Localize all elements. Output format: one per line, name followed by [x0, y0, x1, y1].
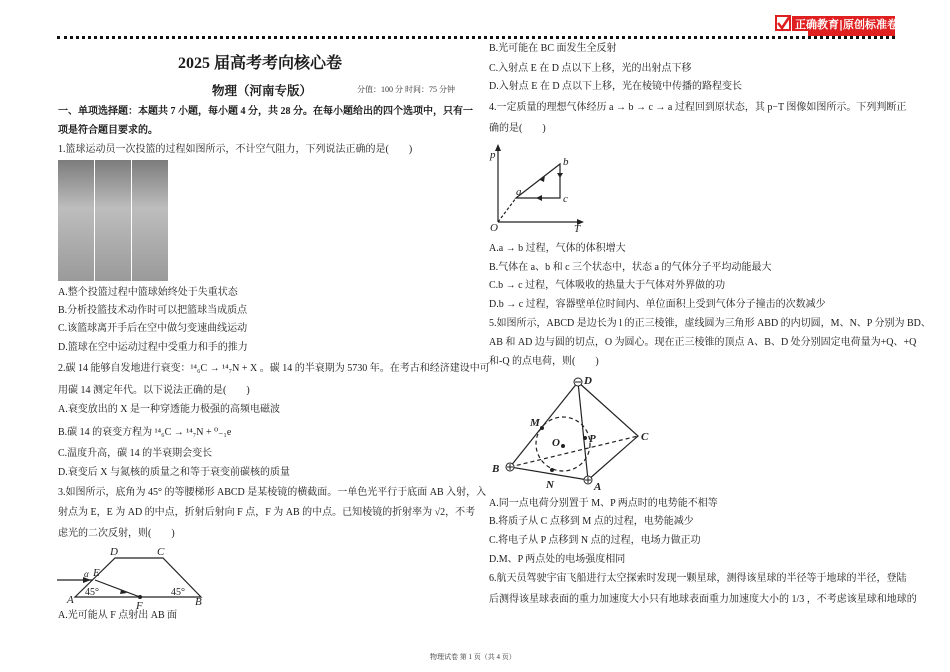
- vertex-d: D: [584, 375, 592, 387]
- q2-option-c: C.温度升高，碳 14 的半衰期会变长: [58, 448, 213, 459]
- label-c: C: [157, 546, 165, 558]
- basketball-photo-3: [132, 160, 168, 281]
- axis-t: T: [574, 223, 581, 235]
- label-e: E: [93, 567, 100, 579]
- header-rule: [57, 36, 895, 39]
- q5-stem-cont: AB 和 AD 边与圆的切点，O 为圆心。现在正三棱锥的顶点 A、B、D 处分别固定电荷量为+Q、+Q: [489, 337, 917, 348]
- q3-stem: 3.如图所示，底角为 45° 的等腰梯形 ABCD 是某棱镜的横截面。一单色光平行于底面 AB 入射，入: [58, 487, 487, 498]
- page-footer: 物理试卷 第 1 页（共 4 页）: [430, 653, 516, 661]
- basketball-photo-2: [95, 160, 131, 281]
- basketball-photo-1: [58, 160, 94, 281]
- origin-o: O: [490, 222, 498, 234]
- q1-stem: 1.篮球运动员一次投篮的过程如图所示，不计空气阻力，下列说法正确的是( ): [58, 144, 413, 155]
- q1-option-d: D.篮球在空中运动过程中受重力和手的推力: [58, 342, 248, 353]
- q5-option-c: C.将电子从 P 点移到 N 点的过程，电场力做正功: [489, 535, 701, 546]
- vertex-c: C: [641, 431, 649, 443]
- vertex-a: A: [594, 481, 602, 493]
- q4-option-a: A.a → b 过程，气体的体积增大: [489, 243, 626, 254]
- q5-stem-cont2: 和-Q 的点电荷，则( ): [489, 356, 599, 367]
- q4-stem-cont: 确的是( ): [489, 123, 546, 134]
- q5-option-b: B.将质子从 C 点移到 M 点的过程，电势能减少: [489, 516, 694, 527]
- brand-logo: [775, 14, 899, 37]
- point-m: M: [530, 417, 540, 429]
- vertex-b: B: [492, 463, 500, 475]
- exam-meta: 分值：100 分 时间：75 分钟: [357, 85, 455, 94]
- pt-graph: [488, 142, 588, 234]
- tetrahedron-diagram: [488, 372, 678, 494]
- q4-option-c: C.b → c 过程，气体吸收的热量大于气体对外界做的功: [489, 280, 726, 291]
- axis-p: p: [490, 149, 496, 161]
- page-subtitle: 物理（河南专版）: [212, 84, 313, 98]
- q2-stem-cont: 用碳 14 测定年代。以下说法正确的是( ): [58, 385, 250, 396]
- q1-option-b: B.分析投篮技术动作时可以把篮球当成质点: [58, 305, 248, 316]
- section-heading: 一、单项选择题：本题共 7 小题，每小题 4 分，共 28 分。在每小题给出的四个选项中，只有一: [58, 106, 473, 117]
- center-o: O: [552, 437, 560, 449]
- label-d: D: [110, 546, 118, 558]
- q3-stem-cont: 射点为 E，E 为 AD 的中点，折射后射向 F 点，F 为 AB 的中点。已知棱镜的折射率为 √2，不考: [58, 507, 476, 518]
- svg-text:正确教育|原创标准卷: 正确教育|原创标准卷: [795, 18, 899, 31]
- prism-diagram: [55, 543, 205, 612]
- point-n: N: [546, 479, 554, 491]
- q2-option-a: A.衰变放出的 X 是一种穿透能力极强的高频电磁波: [58, 404, 280, 415]
- state-a: a: [516, 186, 522, 198]
- q6-stem: 6.航天员驾驶宇宙飞船进行太空探索时发现一颗星球，测得该星球的半径等于地球的半径，登陆: [489, 573, 907, 584]
- q3-option-c: C.入射点 E 在 D 点以下上移，光的出射点下移: [489, 63, 692, 74]
- label-angle-a: 45°: [85, 587, 99, 598]
- point-p: P: [589, 433, 596, 445]
- q2-option-d: D.衰变后 X 与氮核的质量之和等于衰变前碳核的质量: [58, 467, 290, 478]
- label-f: F: [136, 600, 143, 612]
- label-a: A: [67, 594, 74, 606]
- state-b: b: [563, 156, 569, 168]
- q4-stem: 4.一定质量的理想气体经历 a → b → c → a 过程回到原状态，其 p−T 图像如图所示。下列判断正: [489, 102, 907, 113]
- q3-option-b: B.光可能在 BC 面发生全反射: [489, 43, 617, 54]
- q5-option-d: D.M、P 两点处的电场强度相同: [489, 554, 626, 565]
- q5-option-a: A.同一点电荷分别置于 M、P 两点时的电势能不相等: [489, 498, 718, 509]
- q6-stem-cont: 后测得该星球表面的重力加速度大小只有地球表面重力加速度大小的 1/3 ，不考虑该星球和地球的: [489, 594, 917, 605]
- q1-option-c: C.该篮球离开手后在空中做匀变速曲线运动: [58, 323, 248, 334]
- q3-stem-cont2: 虑光的二次反射，则( ): [58, 528, 175, 539]
- label-b: B: [195, 596, 202, 608]
- q3-option-a: A.光可能从 F 点射出 AB 面: [58, 610, 178, 621]
- q4-option-b: B.气体在 a、b 和 c 三个状态中，状态 a 的气体分子平均动能最大: [489, 262, 772, 273]
- q1-option-a: A.整个投篮过程中篮球始终处于失重状态: [58, 287, 238, 298]
- state-c: c: [563, 193, 568, 205]
- q4-option-d: D.b → c 过程，容器壁单位时间内、单位面积上受到气体分子撞击的次数减少: [489, 299, 826, 310]
- q3-option-d: D.入射点 E 在 D 点以下上移，光在棱镜中传播的路程变长: [489, 81, 743, 92]
- section-heading-cont: 项是符合题目要求的。: [58, 125, 158, 136]
- q2-option-b: B.碳 14 的衰变方程为 ¹⁴₆C → ¹⁴₇N + ⁰₋₁e: [58, 427, 232, 438]
- page-title: 2025 届高考考向核心卷: [178, 55, 343, 72]
- label-angle-b: 45°: [171, 587, 185, 598]
- label-alpha: α: [84, 569, 89, 579]
- q2-stem: 2.碳 14 能够自发地进行衰变：¹⁴₆C → ¹⁴₇N + X 。碳 14 的半衰期为 5730 年。在考古和经济建设中可: [58, 363, 490, 374]
- q5-stem: 5.如图所示，ABCD 是边长为 l 的正三棱锥，虚线圆为三角形 ABD 的内切圆，M、N、P 分别为 BD、: [489, 318, 931, 329]
